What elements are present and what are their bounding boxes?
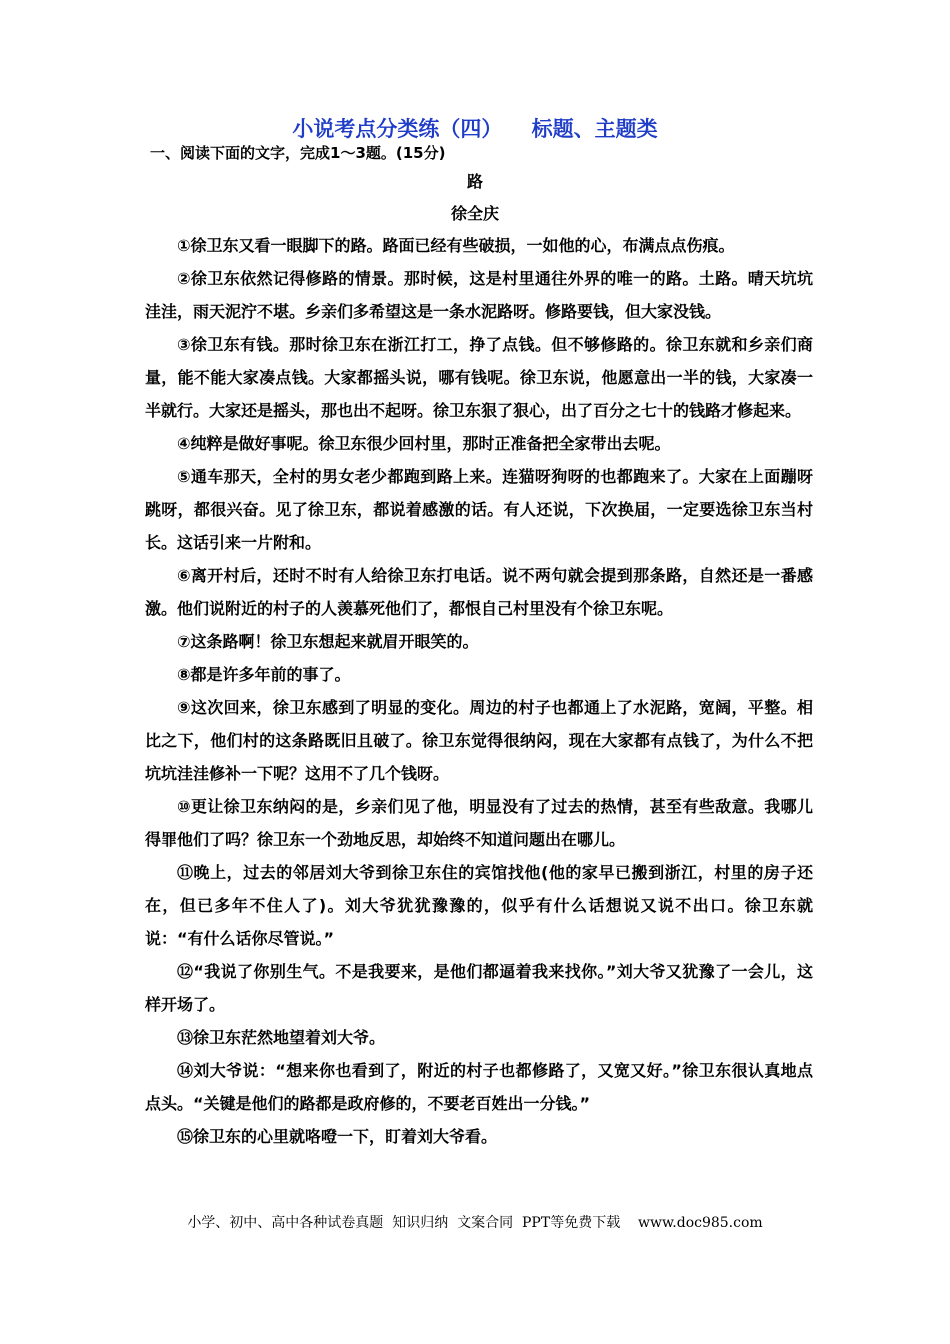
paragraph-13: ⑬徐卫东茫然地望着刘大爷。 [177,1028,386,1047]
page-footer: 小学、初中、高中各种试卷真题 知识归纳 文案合同 PPT等免费下载 www.doc985.com [187,1215,763,1231]
paragraph-4: ④纯粹是做好事呢。徐卫东很少回村里，那时正准备把全家带出去呢。 [177,434,671,453]
story-title: 路 [466,172,483,191]
paragraph-10: ⑩更让徐卫东纳闷的是，乡亲们见了他，明显没有了过去的热情，甚至有些敌意。我哪儿得罪他们了吗？徐卫东一个劲地反思，却始终不知道问题出在哪儿。 [145,797,813,849]
story-author: 徐全庆 [450,204,499,223]
paragraph-1: ①徐卫东又看一眼脚下的路。路面已经有些破损，一如他的心，布满点点伤痕。 [177,236,735,255]
page-title: 小说考点分类练（四） 标题、主题类 [292,116,658,141]
paragraph-5: ⑤通车那天，全村的男女老少都跑到路上来。连猫呀狗呀的也都跑来了。大家在上面蹦呀跳呀，都很兴奋。见了徐卫东，都说着感激的话。有人还说，下次换届，一定要选徐卫东当村长。这话引来一片附和。 [145,467,813,552]
paragraph-2: ②徐卫东依然记得修路的情景。那时候，这是村里通往外界的唯一的路。土路。晴天坑坑洼洼，雨天泥泞不堪。乡亲们多希望这是一条水泥路呀。修路要钱，但大家没钱。 [145,269,813,321]
story-body [145,229,813,1153]
paragraph-3: ③徐卫东有钱。那时徐卫东在浙江打工，挣了点钱。但不够修路的。徐卫东就和乡亲们商量，能不能大家凑点钱。大家都摇头说，哪有钱呢。徐卫东说，他愿意出一半的钱，大家凑一半就行。大家还是摇头，那也出不起呀。徐卫东狠了狠心，出了百分之七十的钱路才修起来。 [145,335,813,420]
question-instruction: 一、阅读下面的文字，完成1～3题。(15分) [150,144,446,162]
paragraph-6: ⑥离开村后，还时不时有人给徐卫东打电话。说不两句就会提到那条路，自然还是一番感激。他们说附近的村子的人羡慕死他们了，都恨自己村里没有个徐卫东呢。 [145,566,813,618]
paragraph-11: ⑪晚上，过去的邻居刘大爷到徐卫东住的宾馆找他(他的家早已搬到浙江，村里的房子还在，但已多年不住人了)。刘大爷犹犹豫豫的，似乎有什么话想说又说不出口。徐卫东就说：“有什么话你尽管说。” [145,863,813,948]
paragraph-7: ⑦这条路啊！徐卫东想起来就眉开眼笑的。 [177,632,479,651]
paragraph-14: ⑭刘大爷说：“想来你也看到了，附近的村子也都修路了，又宽又好。”徐卫东很认真地点点头。“关键是他们的路都是政府修的，不要老百姓出一分钱。” [145,1061,813,1113]
paragraph-9: ⑨这次回来，徐卫东感到了明显的变化。周边的村子也都通上了水泥路，宽阔，平整。相比之下，他们村的这条路既旧且破了。徐卫东觉得很纳闷，现在大家都有点钱了，为什么不把坑坑洼洼修补一下呢？这用不了几个钱呀。 [145,698,813,783]
paragraph-12: ⑫“我说了你别生气。不是我要来，是他们都逼着我来找你。”刘大爷又犹豫了一会儿，这样开场了。 [145,962,813,1014]
paragraph-15: ⑮徐卫东的心里就咯噔一下，盯着刘大爷看。 [177,1127,498,1146]
paragraph-8: ⑧都是许多年前的事了。 [177,665,351,684]
